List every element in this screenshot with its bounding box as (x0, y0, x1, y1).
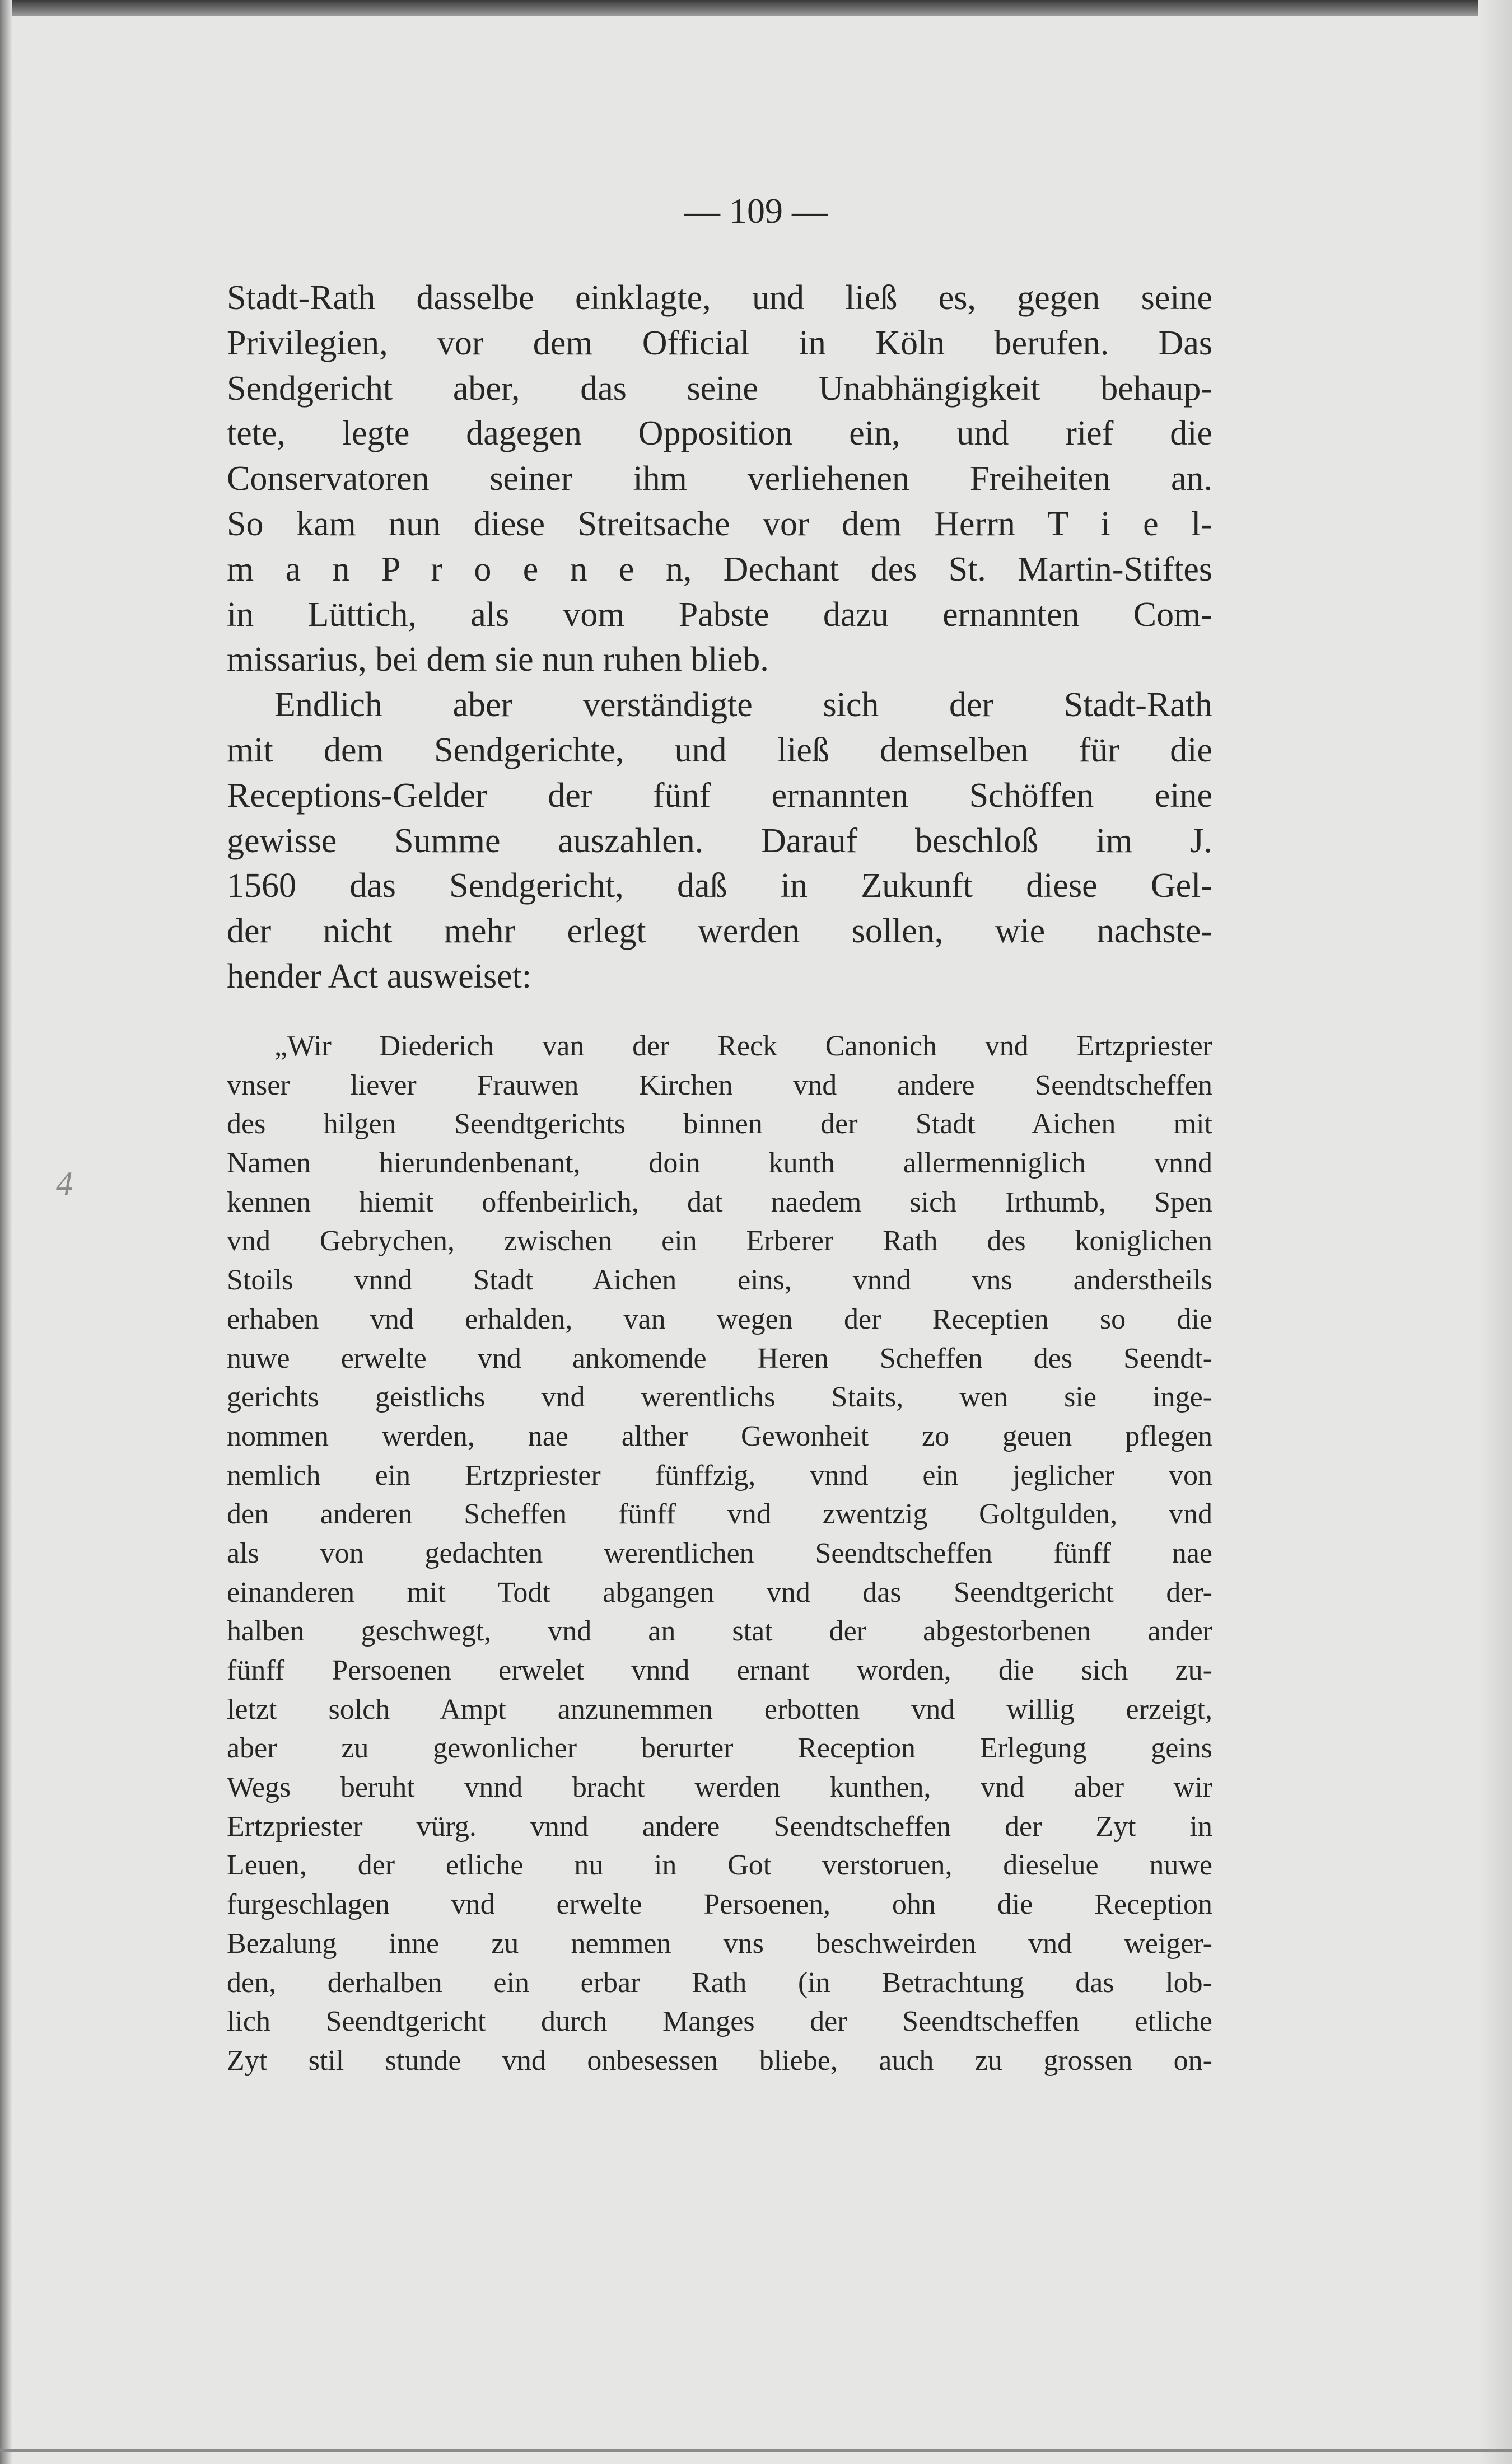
paragraph-line: der nicht mehr erlegt werden sollen, wie nachste- (227, 912, 1212, 951)
paragraph-line: hender Act ausweiset: (227, 957, 532, 995)
quote-line: fünff Persoenen erwelet vnnd ernant worden, die sich zu- (227, 1654, 1212, 1686)
paragraph-line: Endlich aber verständigte sich der Stadt-Rath (274, 686, 1212, 724)
paragraph-line: m a n P r o e n e n, Dechant des St. Martin-Stiftes (227, 550, 1212, 588)
paragraph-line: So kam nun diese Streitsache vor dem Herrn T i e l- (227, 504, 1212, 543)
quote-line: den anderen Scheffen fünff vnd zwentzig Goltgulden, vnd (227, 1498, 1212, 1531)
quote-line: einanderen mit Todt abgangen vnd das Seendtgericht der- (227, 1576, 1212, 1609)
quote-line: nemlich ein Ertzpriester fünffzig, vnnd ein jeglicher von (227, 1459, 1212, 1492)
scan-bottom-edge (0, 2449, 1512, 2452)
paragraph-line: 1560 das Sendgericht, daß in Zukunft diese Gel- (227, 867, 1212, 905)
quote-line: Stoils vnnd Stadt Aichen eins, vnnd vns anderstheils (227, 1264, 1212, 1297)
scan-left-edge (0, 0, 12, 2464)
paragraph-line: Receptions-Gelder der fünf ernannten Schöffen eine (227, 776, 1212, 815)
paragraph-line: Sendgericht aber, das seine Unabhängigkeit behaup- (227, 369, 1212, 408)
quote-line: vnd Gebrychen, zwischen ein Erberer Rath des koniglichen (227, 1225, 1212, 1257)
quote-line: Zyt stil stunde vnd onbesessen bliebe, auch zu grossen on- (227, 2044, 1212, 2077)
quote-line: gerichts geistlichs vnd werentlichs Staits, wen sie inge- (227, 1381, 1212, 1414)
quote-line: kennen hiemit offenbeirlich, dat naedem sich Irthumb, Spen (227, 1186, 1212, 1218)
quote-line: vnser liever Frauwen Kirchen vnd andere Seendtscheffen (227, 1069, 1212, 1101)
quote-line: Bezalung inne zu nemmen vns beschweirden vnd weiger- (227, 1927, 1212, 1960)
body-text (227, 275, 1212, 999)
quote-line: nuwe erwelte vnd ankomende Heren Scheffen des Seendt- (227, 1342, 1212, 1374)
quote-line: nommen werden, nae alther Gewonheit zo geuen pflegen (227, 1420, 1212, 1452)
quote-line: des hilgen Seendtgerichts binnen der Stadt Aichen mit (227, 1108, 1212, 1140)
quoted-document (227, 1027, 1212, 2080)
quote-line: halben geschwegt, vnd an stat der abgestorbenen ander (227, 1615, 1212, 1648)
quote-line: als von gedachten werentlichen Seendtscheffen fünff nae (227, 1537, 1212, 1569)
quote-line: erhaben vnd erhalden, van wegen der Receptien so die (227, 1303, 1212, 1335)
quote-line: letzt solch Ampt anzunemmen erbotten vnd willig erzeigt, (227, 1693, 1212, 1726)
scan-top-edge (0, 0, 1512, 16)
scan-right-edge (1478, 0, 1512, 2464)
quote-line: Ertzpriester vürg. vnnd andere Seendtscheffen der Zyt in (227, 1810, 1212, 1843)
quote-line: aber zu gewonlicher berurter Reception Erlegung geins (227, 1732, 1212, 1765)
quote-line: den, derhalben ein erbar Rath (in Betrachtung das lob- (227, 1966, 1212, 1999)
paragraph-line: tete, legte dagegen Opposition ein, und rief die (227, 414, 1212, 453)
quote-line: lich Seendtgericht durch Manges der Seendtscheffen etliche (227, 2005, 1212, 2038)
margin-pencil-mark: 4 (56, 1165, 73, 1202)
paragraph-line: Conservatoren seiner ihm verliehenen Freiheiten an. (227, 460, 1212, 498)
page-number: — 109 — (684, 191, 828, 231)
quote-line: Wegs beruht vnnd bracht werden kunthen, vnd aber wir (227, 1771, 1212, 1804)
quote-line: furgeschlagen vnd erwelte Persoenen, ohn die Reception (227, 1888, 1212, 1921)
paragraph-line: missarius, bei dem sie nun ruhen blieb. (227, 640, 769, 679)
quote-line: Leuen, der etliche nu in Got verstoruen, dieselue nuwe (227, 1849, 1212, 1882)
paragraph-line: mit dem Sendgerichte, und ließ demselben für die (227, 731, 1212, 769)
paragraph-line: Privilegien, vor dem Official in Köln berufen. Das (227, 324, 1212, 362)
quote-line: „Wir Diederich van der Reck Canonich vnd Ertzpriester (274, 1030, 1212, 1062)
quote-line: Namen hierundenbenant, doin kunth allermenniglich vnnd (227, 1147, 1212, 1180)
paragraph-line: Stadt-Rath dasselbe einklagte, und ließ es, gegen seine (227, 279, 1212, 317)
paragraph-line: gewisse Summe auszahlen. Darauf beschloß im J. (227, 821, 1212, 860)
paragraph-line: in Lüttich, als vom Pabste dazu ernannten Com- (227, 595, 1212, 634)
